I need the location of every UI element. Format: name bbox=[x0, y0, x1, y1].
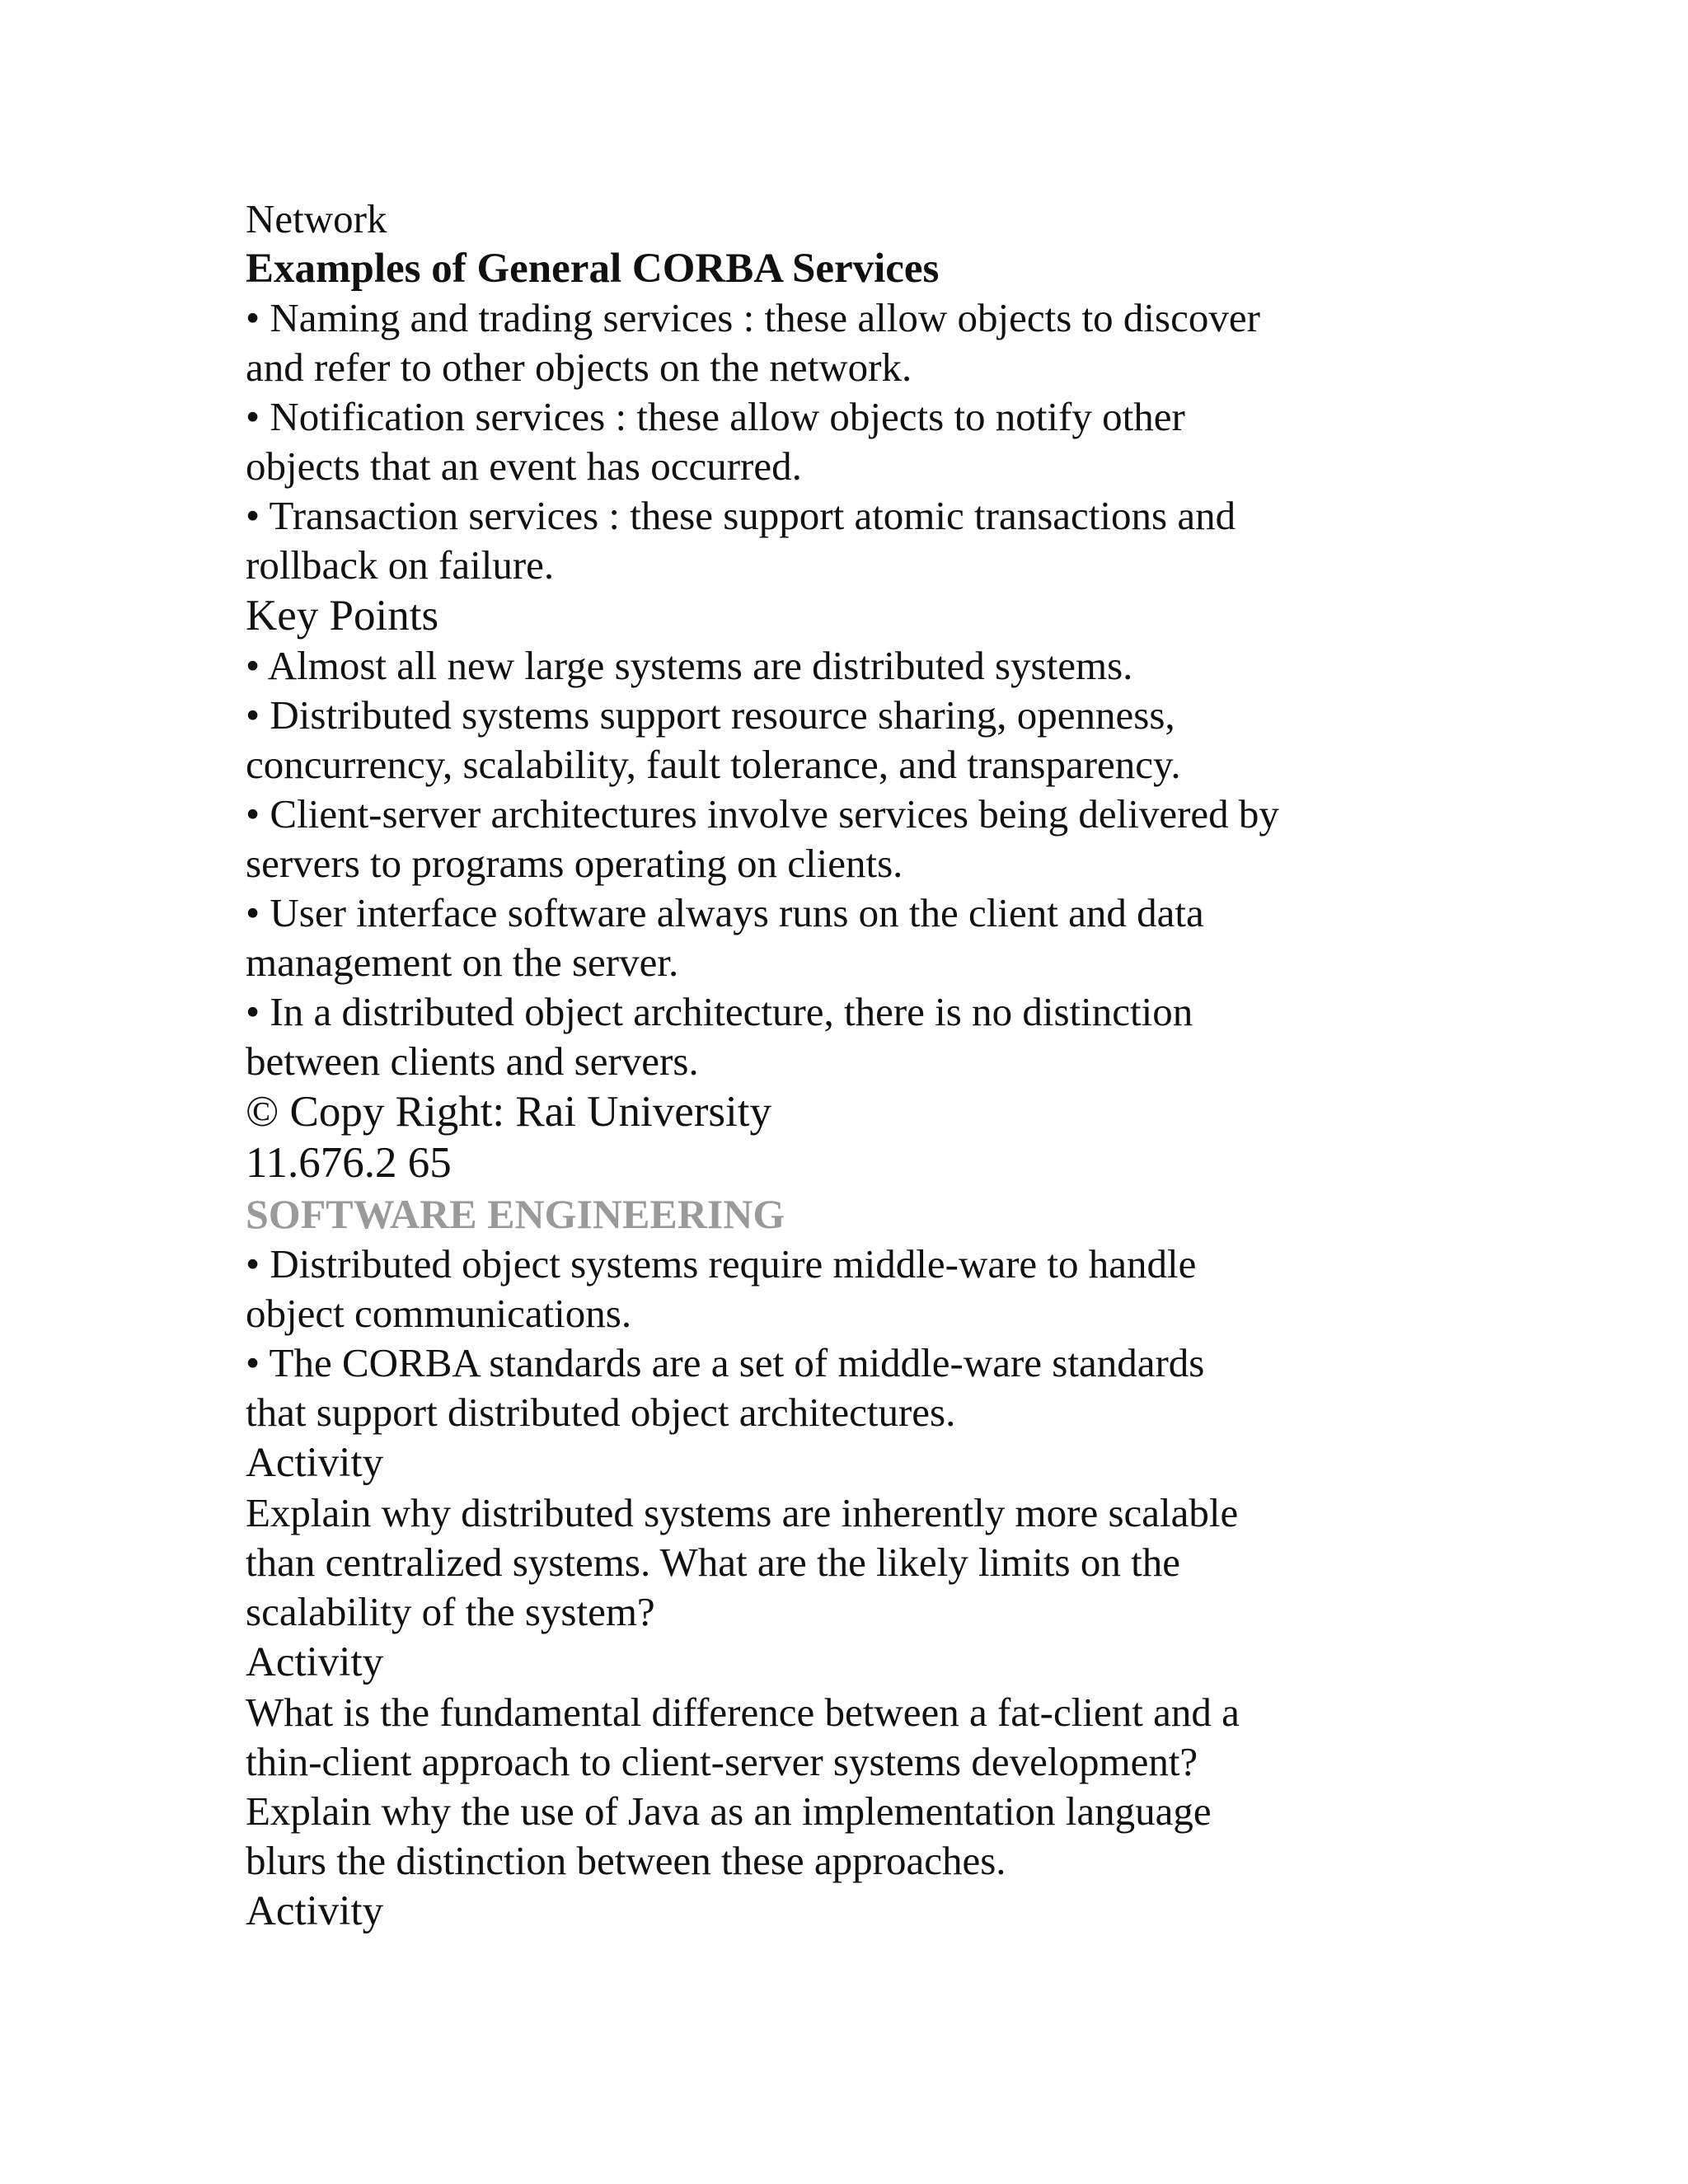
list-item-line: • In a distributed object architecture, there is no distinction bbox=[246, 989, 1193, 1034]
list-item-line: that support distributed object architectures. bbox=[246, 1390, 956, 1435]
list-item bbox=[246, 691, 1416, 790]
list-item-line: • Transaction services : these support atomic transactions and bbox=[246, 493, 1236, 538]
activity-heading: Activity bbox=[246, 1440, 384, 1486]
document-page bbox=[246, 194, 1416, 1937]
list-item-line: • Distributed systems support resource sharing, openness, bbox=[246, 692, 1175, 738]
list-item-line: objects that an event has occurred. bbox=[246, 443, 802, 489]
list-item-line: management on the server. bbox=[246, 940, 679, 985]
running-header: SOFTWARE ENGINEERING bbox=[246, 1191, 785, 1237]
list-item bbox=[246, 491, 1416, 590]
list-item bbox=[246, 987, 1416, 1086]
list-item-line: • Almost all new large systems are distributed systems. bbox=[246, 643, 1133, 688]
intro-word: Network bbox=[246, 196, 387, 241]
list-item bbox=[246, 1240, 1416, 1338]
list-item-line: object communications. bbox=[246, 1291, 632, 1336]
list-item bbox=[246, 392, 1416, 491]
activity-text-line: than centralized systems. What are the likely limits on the bbox=[246, 1540, 1180, 1585]
activity-heading: Activity bbox=[246, 1639, 384, 1685]
section-heading-key-points: Key Points bbox=[246, 592, 439, 640]
list-item-line: rollback on failure. bbox=[246, 542, 555, 588]
activity-block bbox=[246, 1886, 1416, 1937]
activity-text-line: scalability of the system? bbox=[246, 1589, 655, 1634]
activity-text-line: blurs the distinction between these approaches. bbox=[246, 1838, 1006, 1883]
list-item-line: servers to programs operating on clients. bbox=[246, 841, 903, 886]
list-item-line: • Naming and trading services : these allow objects to discover bbox=[246, 295, 1260, 340]
list-item-line: and refer to other objects on the network. bbox=[246, 344, 912, 390]
activity-text-line: What is the fundamental difference between a fat-client and a bbox=[246, 1690, 1240, 1735]
copyright-notice: © Copy Right: Rai University bbox=[246, 1088, 771, 1136]
list-item-line: • User interface software always runs on the client and data bbox=[246, 890, 1204, 935]
section-heading-corba-services: Examples of General CORBA Services bbox=[246, 246, 940, 292]
list-item-line: • Distributed object systems require middle-ware to handle bbox=[246, 1241, 1197, 1286]
activity-block bbox=[246, 1637, 1416, 1886]
page-code: 11.676.2 65 bbox=[246, 1139, 452, 1187]
list-item-line: concurrency, scalability, fault tolerance, and transparency. bbox=[246, 742, 1181, 787]
list-item bbox=[246, 641, 1416, 691]
activity-block bbox=[246, 1437, 1416, 1637]
activity-text-line: Explain why the use of Java as an implementation language bbox=[246, 1788, 1212, 1834]
list-item bbox=[246, 1338, 1416, 1437]
activity-heading: Activity bbox=[246, 1888, 384, 1934]
list-item bbox=[246, 790, 1416, 888]
list-item-line: • Client-server architectures involve services being delivered by bbox=[246, 791, 1279, 837]
list-item-line: • The CORBA standards are a set of middle-ware standards bbox=[246, 1340, 1205, 1385]
activity-text-line: Explain why distributed systems are inherently more scalable bbox=[246, 1490, 1239, 1535]
activity-text-line: thin-client approach to client-server systems development? bbox=[246, 1739, 1198, 1784]
list-item bbox=[246, 888, 1416, 987]
list-item bbox=[246, 293, 1416, 392]
list-item-line: • Notification services : these allow objects to notify other bbox=[246, 394, 1185, 439]
middleware-list bbox=[246, 1240, 1416, 1437]
corba-services-list bbox=[246, 293, 1416, 590]
list-item-line: between clients and servers. bbox=[246, 1038, 699, 1084]
key-points-list bbox=[246, 641, 1416, 1086]
